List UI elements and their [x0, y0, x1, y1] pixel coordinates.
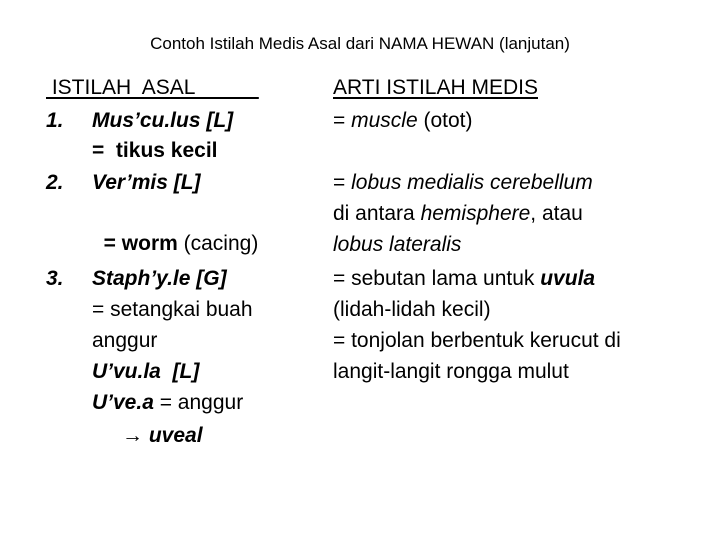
item-1-def-italic: muscle: [351, 109, 418, 132]
item-1-def-suffix: (otot): [417, 109, 473, 132]
item-2-def2-suffix: , atau: [530, 202, 583, 225]
item-2-def1-italic: lobus medialis cerebellum: [351, 171, 593, 194]
item-2-tm-prefix: =: [103, 232, 122, 255]
item-3-term-2: U’vu.la [L]: [92, 360, 200, 383]
item-3-term-meaning-line-2: anggur: [92, 329, 158, 352]
item-2-def2-italic: hemisphere: [420, 202, 531, 225]
item-3-term: Staph’y.le [G]: [92, 267, 227, 290]
item-1-term-meaning: = tikus kecil: [92, 139, 218, 162]
item-3-derived: [122, 421, 203, 451]
item-3-def-line-1: [333, 264, 595, 294]
arrow-right-icon: →: [122, 424, 143, 447]
header-arti-istilah-medis: ARTI ISTILAH MEDIS: [333, 76, 538, 99]
item-3-derived-word: uveal: [148, 424, 203, 447]
item-2-def-line-1: [333, 168, 593, 198]
header-istilah-asal: ISTILAH ASAL: [46, 76, 259, 99]
item-2-def2-prefix: di antara: [333, 202, 421, 225]
item-3-term3-suffix: = anggur: [153, 391, 244, 414]
item-1-definition: [333, 106, 473, 136]
item-2-tm-bold: worm: [121, 232, 178, 255]
item-2-tm-suffix: (cacing): [177, 232, 259, 255]
item-2-def-line-2: [333, 199, 583, 229]
item-2-def-line-3: lobus lateralis: [333, 233, 462, 256]
item-3-term-meaning-line-1: = setangkai buah: [92, 298, 253, 321]
item-3-def-line-3: = tonjolan berbentuk kerucut di: [333, 329, 621, 352]
item-2-term-meaning: [92, 199, 258, 259]
item-2-term: Ver’mis [L]: [92, 171, 201, 194]
item-3-term3-word: U’ve.a: [92, 391, 154, 414]
item-1-def-prefix: =: [333, 109, 352, 132]
item-3-number: 3.: [46, 267, 64, 290]
item-3-def1-prefix: = sebutan lama untuk: [333, 267, 541, 290]
item-3-term-3: [92, 388, 243, 418]
item-3-def-line-2: (lidah-lidah kecil): [333, 298, 491, 321]
item-2-number: 2.: [46, 171, 64, 194]
page-title: Contoh Istilah Medis Asal dari NAMA HEWAN (lanjutan): [150, 34, 570, 53]
item-2-def1-prefix: =: [333, 171, 352, 194]
item-1-number: 1.: [46, 109, 64, 132]
item-1-term: Mus’cu.lus [L]: [92, 109, 234, 132]
item-3-def1-bolditalic: uvula: [540, 267, 596, 290]
item-3-def-line-4: langit-langit rongga mulut: [333, 360, 569, 383]
